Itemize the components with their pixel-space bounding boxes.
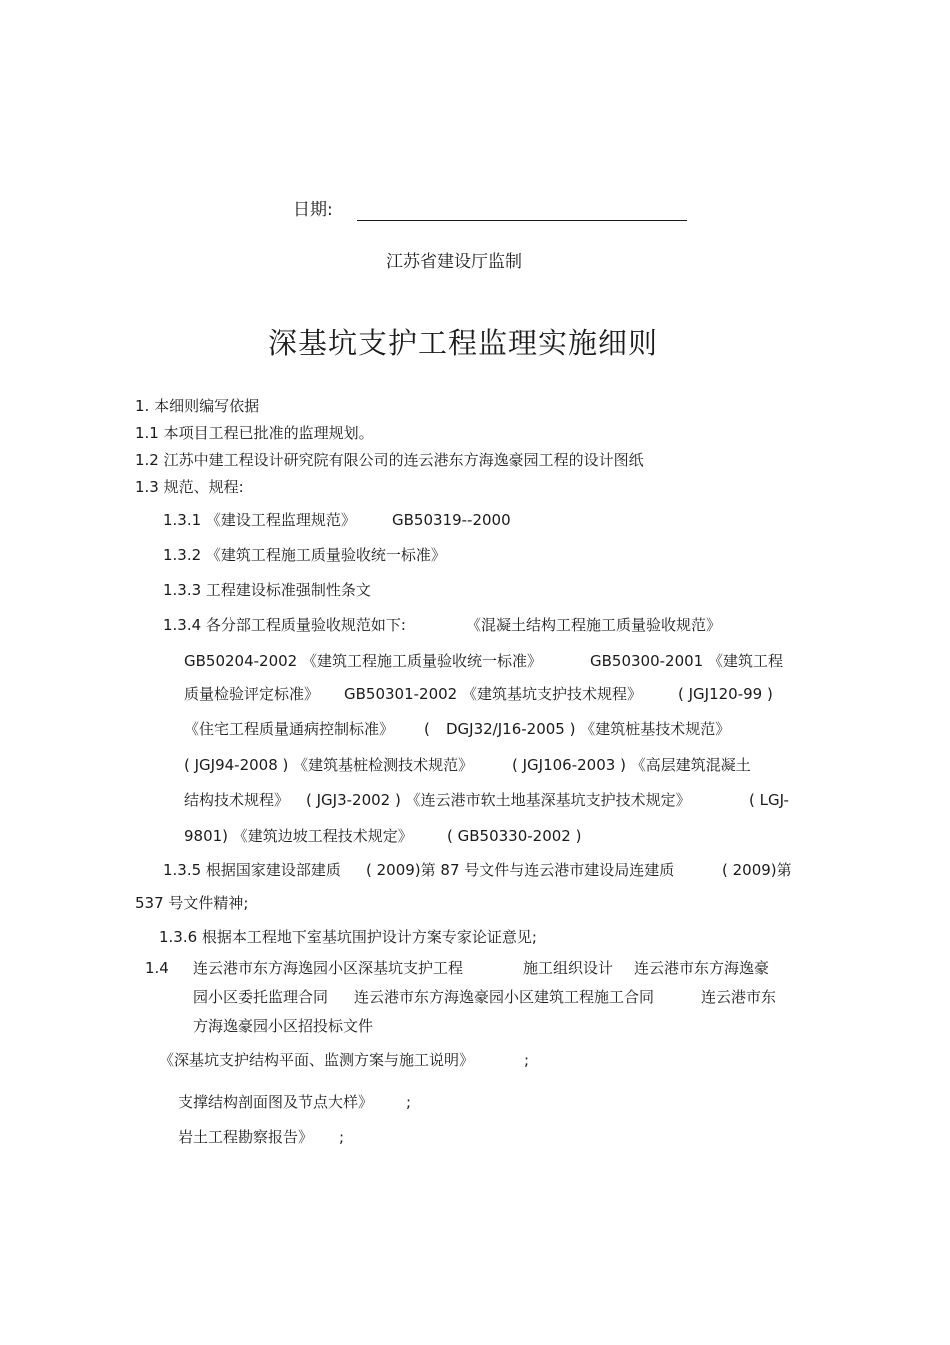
section-1-4-item-g: 方海逸豪园小区招投标文件 xyxy=(193,1017,374,1035)
reference-1-semicolon: ; xyxy=(524,1051,530,1069)
section-1-4-item-b: 施工组织设计 xyxy=(523,959,614,977)
section-1-3-5d: 537 号文件精神; xyxy=(135,894,249,912)
spec-line-4a: ( JGJ94-2008 ) 《建筑基桩检测技术规范》 xyxy=(184,756,474,774)
spec-line-2a: 质量检验评定标准》 xyxy=(184,685,320,703)
section-1-3-5c: ( 2009)第 xyxy=(722,861,792,879)
section-1-3-2: 1.3.2 《建筑工程施工质量验收统一标准》 xyxy=(163,546,446,564)
spec-line-6b: ( GB50330-2002 ) xyxy=(447,827,582,845)
section-1-heading: 1. 本细则编写依据 xyxy=(135,397,260,415)
reference-3: 岩土工程勘察报告》 xyxy=(178,1128,314,1146)
reference-1: 《深基坑支护结构平面、监测方案与施工说明》 xyxy=(159,1051,475,1069)
section-1-3-1-title: 1.3.1 《建设工程监理规范》 xyxy=(163,511,356,529)
section-1-3-6: 1.3.6 根据本工程地下室基坑围护设计方案专家论证意见; xyxy=(159,928,537,946)
section-1-3-4-intro: 1.3.4 各分部工程质量验收规范如下: xyxy=(163,616,406,634)
section-1-4-item-e: 连云港市东方海逸豪园小区建筑工程施工合同 xyxy=(354,988,655,1006)
section-1-4-item-a: 连云港市东方海逸园小区深基坑支护工程 xyxy=(193,959,464,977)
spec-line-5a: 结构技术规程》 xyxy=(184,791,290,809)
reference-3-semicolon: ; xyxy=(339,1128,345,1146)
section-1-3-4-first-spec: 《混凝土结构工程施工质量验收规范》 xyxy=(466,616,722,634)
spec-line-3a: 《住宅工程质量通病控制标准》 xyxy=(184,720,395,738)
date-blank-line xyxy=(357,220,687,221)
spec-line-2b: GB50301-2002 《建筑基坑支护技术规程》 xyxy=(344,685,642,703)
page-title: 深基坑支护工程监理实施细则 xyxy=(268,326,659,360)
section-1-3: 1.3 规范、规程: xyxy=(135,478,244,496)
spec-line-5c: ( LGJ- xyxy=(749,791,789,809)
reference-2-semicolon: ; xyxy=(406,1093,412,1111)
spec-line-4b: ( JGJ106-2003 ) 《高层建筑混凝土 xyxy=(512,756,751,774)
supervisor-text: 江苏省建设厅监制 xyxy=(386,252,522,272)
spec-line-6a: 9801) 《建筑边坡工程技术规定》 xyxy=(184,827,413,845)
reference-2: 支撑结构剖面图及节点大样》 xyxy=(178,1093,374,1111)
section-1-3-5a: 1.3.5 根据国家建设部建质 xyxy=(163,861,341,879)
spec-line-2c: ( JGJ120-99 ) xyxy=(678,685,773,703)
spec-line-3c: DGJ32/J16-2005 ) 《建筑桩基技术规范》 xyxy=(446,720,731,738)
section-1-3-5b: ( 2009)第 87 号文件与连云港市建设局连建质 xyxy=(366,861,675,879)
date-label: 日期: xyxy=(293,200,333,220)
section-1-2: 1.2 江苏中建工程设计研究院有限公司的连云港东方海逸豪园工程的设计图纸 xyxy=(135,451,644,469)
spec-line-5b: ( JGJ3-2002 ) 《连云港市软土地基深基坑支护技术规定》 xyxy=(306,791,691,809)
section-1-4-item-d: 园小区委托监理合同 xyxy=(193,988,329,1006)
section-1-4-item-c: 连云港市东方海逸豪 xyxy=(634,959,770,977)
section-1-4-number: 1.4 xyxy=(145,959,169,977)
section-1-3-3: 1.3.3 工程建设标准强制性条文 xyxy=(163,581,371,599)
section-1-1: 1.1 本项目工程已批准的监理规划。 xyxy=(135,424,374,442)
section-1-3-1-code: GB50319--2000 xyxy=(392,511,511,529)
spec-line-1b: GB50300-2001 《建筑工程 xyxy=(590,652,783,670)
spec-line-3b: ( xyxy=(424,720,430,738)
section-1-4-item-f: 连云港市东 xyxy=(701,988,777,1006)
spec-line-1a: GB50204-2002 《建筑工程施工质量验收统一标准》 xyxy=(184,652,542,670)
